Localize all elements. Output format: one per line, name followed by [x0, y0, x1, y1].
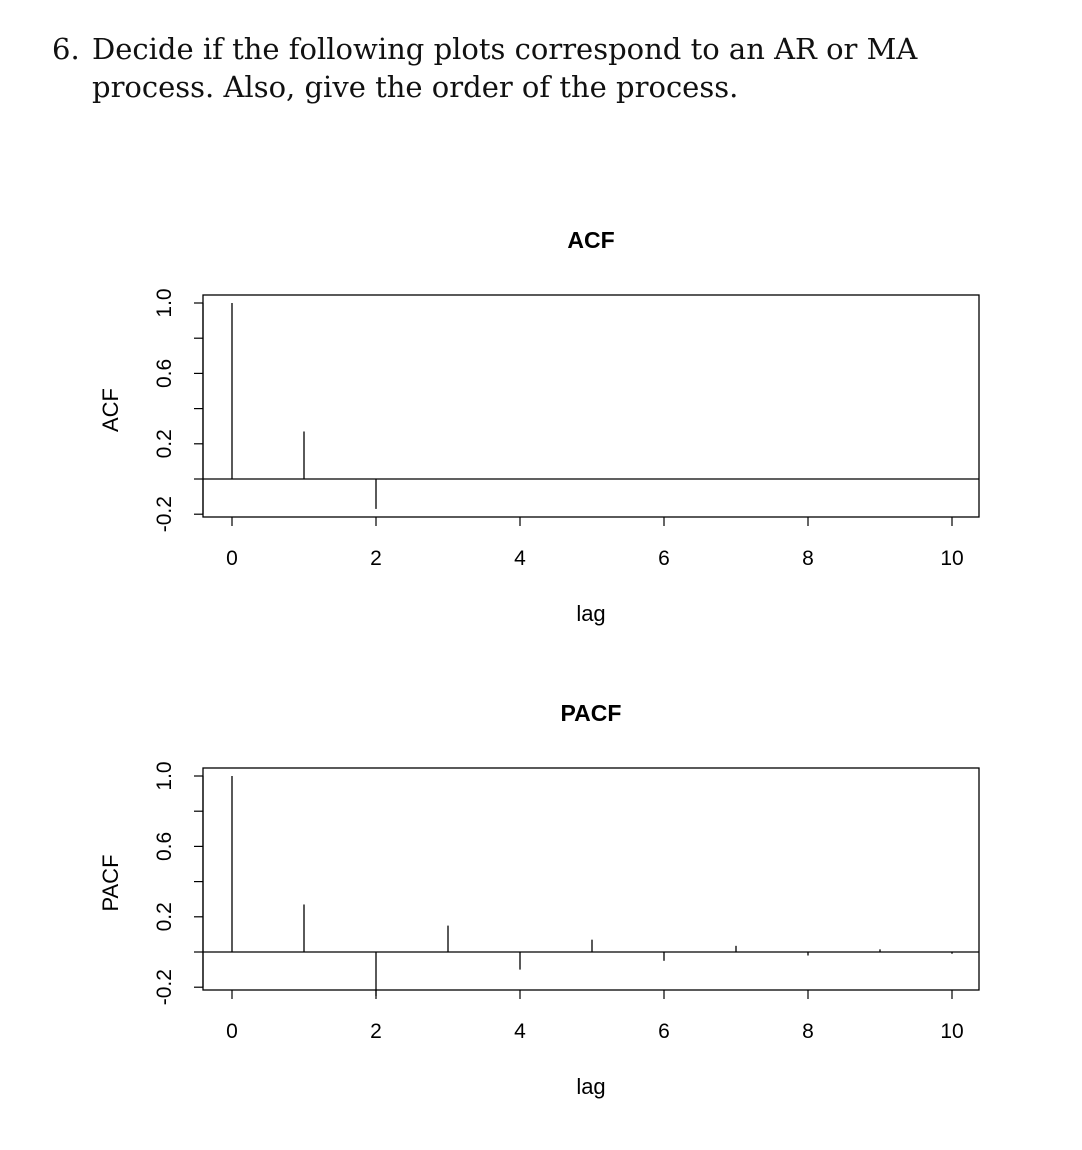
question-number: 6. — [52, 32, 80, 66]
pacf-y-tick-label: -0.2 — [153, 969, 176, 1006]
pacf-title: PACF — [560, 700, 622, 726]
pacf-x-axis-label: lag — [576, 1074, 606, 1099]
acf-y-tick-label: -0.2 — [153, 496, 176, 533]
question — [52, 30, 1042, 106]
acf-x-tick-label: 4 — [514, 547, 526, 570]
acf-title: ACF — [567, 227, 615, 253]
pacf-x-tick-label: 4 — [514, 1020, 526, 1043]
pacf-y-tick-label: 1.0 — [153, 761, 176, 791]
acf-y-tick-label: 0.2 — [153, 429, 176, 459]
pacf-plot-frame — [203, 768, 979, 990]
acf-x-tick-label: 8 — [802, 547, 814, 570]
pacf-y-tick-label: 0.6 — [153, 831, 176, 862]
acf-x-axis-label: lag — [576, 601, 606, 626]
question-text: Decide if the following plots correspond to an AR or MA process. Also, give the order of the process. — [92, 32, 918, 104]
pacf-y-tick-label: 0.2 — [153, 902, 176, 932]
acf-x-tick-label: 2 — [370, 547, 382, 570]
pacf-chart — [0, 693, 1082, 1113]
acf-chart — [0, 220, 1082, 640]
acf-y-tick-label: 1.0 — [153, 288, 176, 318]
acf-y-axis-label: ACF — [98, 388, 123, 432]
pacf-x-tick-label: 6 — [658, 1020, 670, 1043]
pacf-x-tick-label: 8 — [802, 1020, 814, 1043]
pacf-x-tick-label: 0 — [226, 1020, 238, 1043]
acf-plot-frame — [203, 295, 979, 517]
acf-x-tick-label: 0 — [226, 547, 238, 570]
pacf-y-axis-label: PACF — [98, 854, 123, 912]
pacf-x-tick-label: 10 — [940, 1020, 964, 1043]
acf-x-tick-label: 6 — [658, 547, 670, 570]
pacf-x-tick-label: 2 — [370, 1020, 382, 1043]
acf-x-tick-label: 10 — [940, 547, 964, 570]
acf-y-tick-label: 0.6 — [153, 358, 176, 389]
